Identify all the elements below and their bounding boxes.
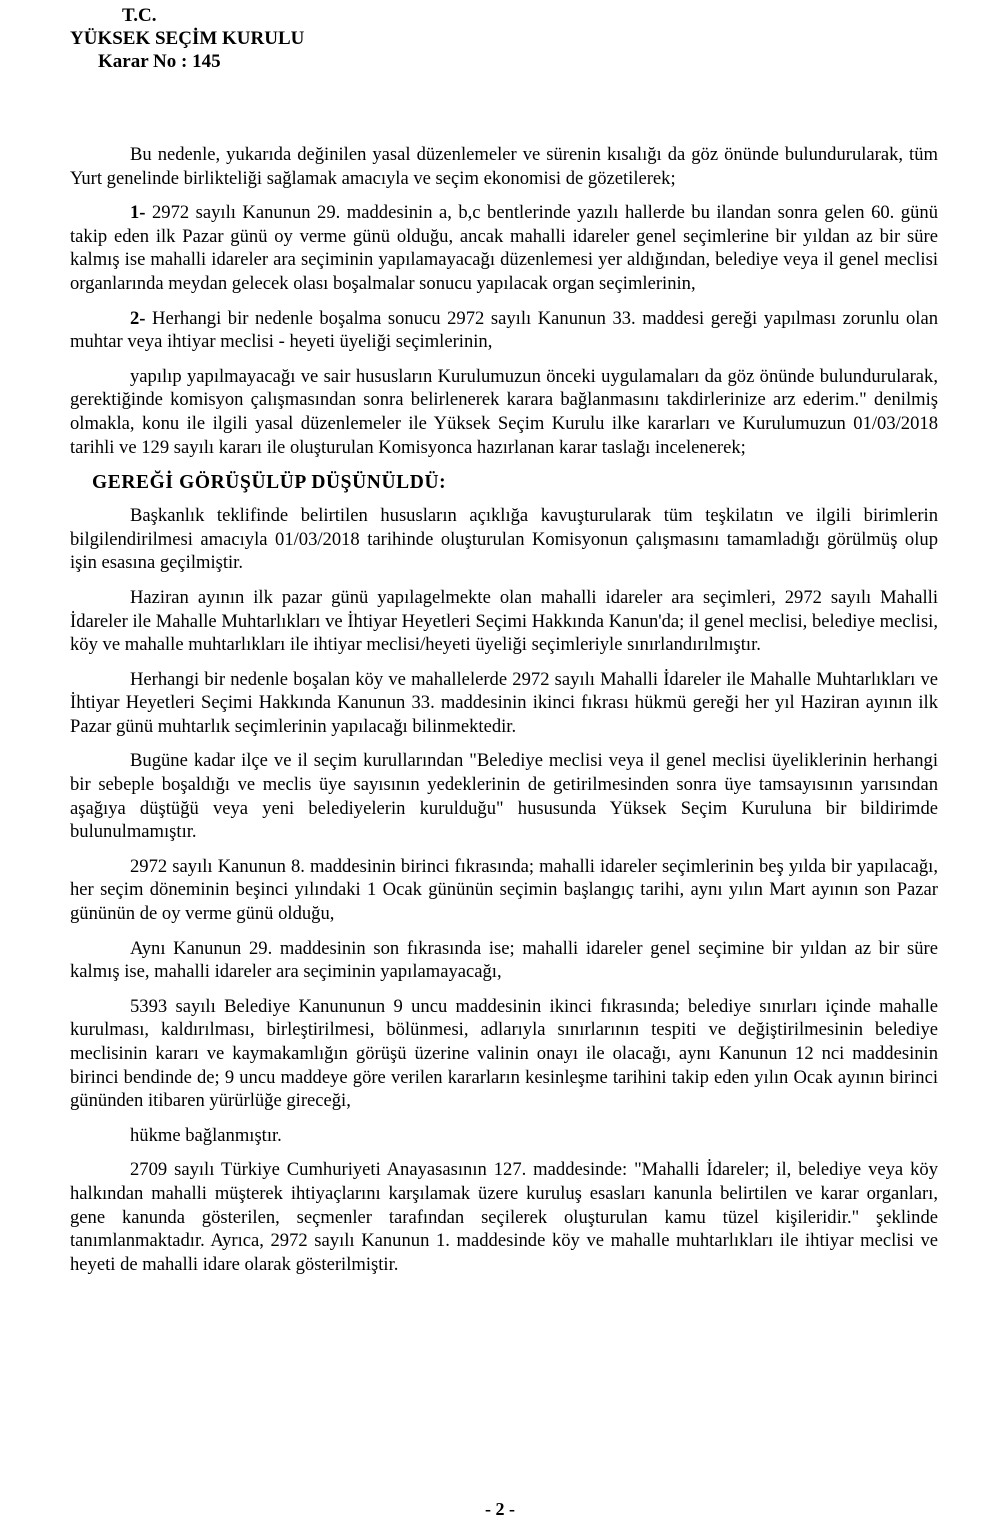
paragraph-3-text: Herhangi bir nedenle boşalma sonucu 2972 sayılı Kanunun 33. maddesi gereği yapılması zorunlu olan muhtar veya ihtiyar meclisi - heyeti üyeliği seçimlerinin, — [70, 307, 938, 353]
document-body — [70, 143, 938, 1276]
paragraph-11: 5393 sayılı Belediye Kanununun 9 uncu maddesinin ikinci fıkrasında; belediye sınırları içinde mahalle kurulması, kaldırılması, birleştirilmesi, bölünmesi, adlarıyla sınırlarının tespiti ve değiştirilmesinin belediye meclisinin kararı ve kaymakamlığın görüşü üzerine valinin onayı ile olacağı, aynı Kanunun 12 nci maddesinin birinci bendinde de; 9 uncu maddeye göre verilen kararların kesinleşme tarihini takip eden yılın Ocak ayının birinci gününden itibaren yürürlüğe gireceği, — [70, 995, 938, 1112]
page-number: - 2 - — [485, 1499, 515, 1519]
paragraph-3-number: 2- — [130, 307, 146, 329]
paragraph-2-text: 2972 sayılı Kanunun 29. maddesinin a, b,c bentlerinde yazılı hallerde bu ilandan sonra gelen 60. günü takip eden ilk Pazar günü oy verme günü olduğu, ancak mahalli idareler genel seçimlerine bir yıldan az bir süre kalmış ise mahalli idareler ara seçiminin yapılamayacağı düzenlemesi yer aldığından, belediye veya il genel meclisi organlarında meydan gelecek olası boşalmalar sonucu yapılacak organ seçimlerinin, — [70, 202, 938, 294]
paragraph-4: yapılıp yapılmayacağı ve sair hususların Kurulumuzun önceki uygulamaları da göz önünde bulundurularak, gerektiğinde komisyon çalışmasından sonra belirlenerek karara bağlanmasını takdirlerinize arz ederim." denilmiş olmakla, konu ile ilgili yasal düzenlemeler ile Yüksek Seçim Kurulu ilke kararları ve Kurulumuzun 01/03/2018 tarihli ve 129 sayılı kararı ile oluşturulan Komisyonca hazırlanan karar taslağı incelenerek; — [70, 365, 938, 458]
paragraph-2-number: 1- — [130, 202, 146, 224]
paragraph-1: Bu nedenle, yukarıda değinilen yasal düzenlemeler ve sürenin kısalığı da göz önünde bulundurularak, tüm Yurt genelinde birlikteliği sağlamak amacıyla ve seçim ekonomisi de gözetilerek; — [70, 144, 938, 189]
paragraph-2 — [70, 201, 938, 295]
paragraph-13: 2709 sayılı Türkiye Cumhuriyeti Anayasasının 127. maddesinde: "Mahalli İdareler; il, belediye veya köy halkından mahalli müşterek ihtiyaçlarını karşılamak üzere kuruluş esasları kanunla belirtilen ve karar organları, gene kanunda gösterilen, seçmenler tarafından seçilerek oluşturulan kamu tüzel kişileridir." şeklinde tanımlanmaktadır. Ayrıca, 2972 sayılı Kanunun 1. maddesinde köy ve mahalle muhtarlıkları ile ihtiyar meclisi ve heyeti de mahalli idare olarak gösterilmiştir. — [70, 1159, 938, 1275]
paragraph-8: Bugüne kadar ilçe ve il seçim kurullarından "Belediye meclisi veya il genel meclisi üyeliklerinin herhangi bir sebeple boşaldığı ve meclis üye sayısının yedeklerinin de getirilmesinden sonra üye tamsayısının yarısından aşağıya düştüğü veya yeni belediyelerin kurulduğu" hususunda Yüksek Seçim Kuruluna bir bildirimde bulunulmamıştır. — [70, 750, 938, 843]
paragraph-7: Herhangi bir nedenle boşalan köy ve mahallelerde 2972 sayılı Mahalli İdareler ile Mahalle Muhtarlıkları ve İhtiyar Heyetleri Seçimi Hakkında Kanunun 33. maddesinin ikinci fıkrası hükmü gereği her yıl Haziran ayının ilk Pazar günü muhtarlık seçimlerinin yapılacağı bilinmektedir. — [70, 668, 938, 737]
header-decision-number: Karar No : 145 — [98, 51, 221, 72]
header-tc: T.C. — [122, 5, 157, 26]
document-header — [70, 4, 938, 73]
paragraph-10: Aynı Kanunun 29. maddesinin son fıkrasında ise; mahalli idareler genel seçimine bir yıldan az bir süre kalmış ise, mahalli idareler ara seçiminin yapılamayacağı, — [70, 937, 938, 983]
paragraph-3 — [70, 307, 938, 354]
header-institution: YÜKSEK SEÇİM KURULU — [70, 28, 305, 49]
paragraph-12: hükme bağlanmıştır. — [130, 1124, 282, 1146]
paragraph-5: Başkanlık teklifinde belirtilen hususların açıklığa kavuşturularak tüm teşkilatın ve ilgili birimlerin bilgilendirilmesi amacıyla 01/03/2018 tarihinde oluşturulan Komisyonun çalışmasını tamamladığı görülmüş olup işin esasına geçilmiştir. — [70, 505, 938, 574]
paragraph-9: 2972 sayılı Kanunun 8. maddesinin birinci fıkrasında; mahalli idareler seçimlerinin beş yılda bir yapılacağı, her seçim döneminin beşinci yılındaki 1 Ocak gününün seçimin başlangıç tarihi, aynı yılın Mart ayının son Pazar gününün de oy verme günü olduğu, — [70, 855, 938, 925]
paragraph-6: Haziran ayının ilk pazar günü yapılagelmekte olan mahalli idareler ara seçimleri, 2972 sayılı Mahalli İdareler ile Mahalle Muhtarlıkları ve İhtiyar Heyetleri Seçimi Hakkında Kanun'da; il genel meclisi, belediye meclisi, köy ve mahalle muhtarlıkları ile ihtiyar meclisi/heyeti üyeliği seçimleriyle sınırlandırılmıştır. — [70, 586, 938, 656]
section-heading: GEREĞİ GÖRÜŞÜLÜP DÜŞÜNÜLDÜ: — [92, 472, 447, 494]
